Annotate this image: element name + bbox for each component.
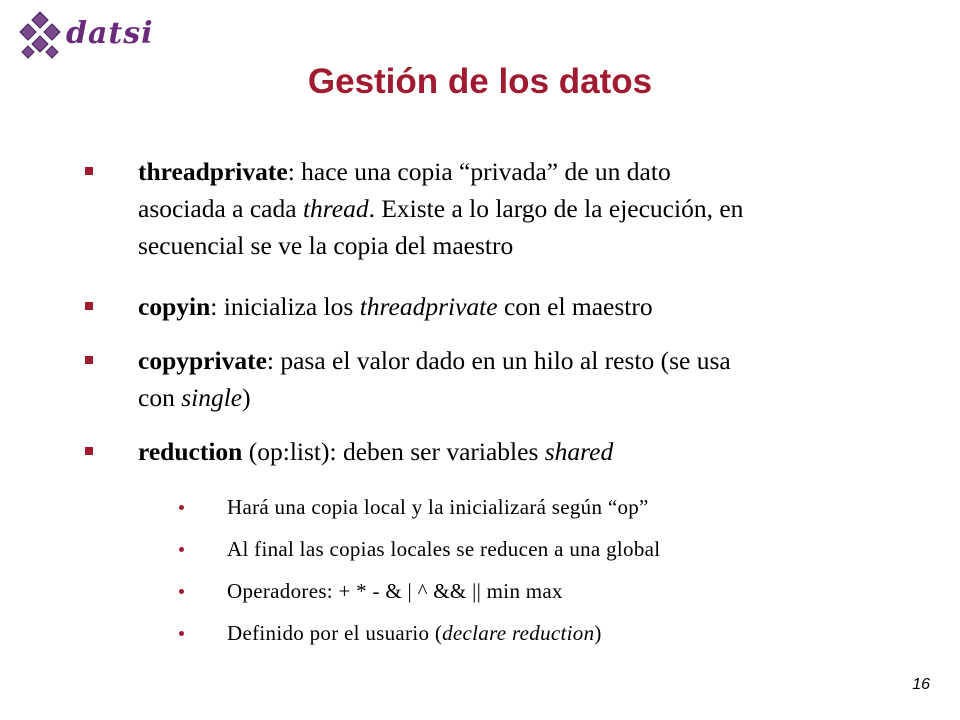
square-bullet-icon [85, 356, 93, 364]
bullet-term: copyprivate [138, 346, 267, 375]
bullet-text: (op:list): deben ser variables [242, 437, 545, 466]
bullet-text: asociada a cada [138, 194, 303, 223]
datsi-logo [14, 10, 154, 62]
subbullet-text: Al final las copias locales se reducen a una global [227, 537, 661, 561]
subbullet-copy-local [227, 493, 907, 521]
bullet-text: . Existe a lo largo de la ejecución, en [368, 194, 744, 223]
subbullet-text: Definido por el usuario ( [227, 621, 443, 645]
subbullet-text: Operadores: + * - & | ^ && || min max [227, 579, 563, 603]
bullet-term: reduction [138, 437, 243, 466]
square-bullet-icon [85, 302, 93, 310]
bullet-copyin [138, 288, 898, 325]
bullet-text: con el maestro [497, 292, 653, 321]
bullet-term: copyin [138, 292, 211, 321]
diamond-logo-icon [14, 10, 66, 62]
subbullet-user-defined [227, 619, 907, 647]
bullet-term: threadprivate [138, 157, 288, 186]
bullet-copyprivate [138, 342, 898, 416]
round-bullet-icon [179, 589, 184, 594]
bullet-text: : inicializa los [210, 292, 360, 321]
square-bullet-icon [85, 447, 93, 455]
bullet-text: ) [242, 383, 251, 412]
page-number: 16 [912, 676, 930, 693]
bullet-text: : hace una copia “privada” de un dato [287, 157, 671, 186]
bullet-italic: single [181, 383, 243, 412]
subbullet-operators [227, 577, 907, 605]
round-bullet-icon [179, 547, 184, 552]
bullet-text: : pasa el valor dado en un hilo al resto (se usa [266, 346, 731, 375]
logo-text: datsi [66, 16, 154, 51]
bullet-italic: shared [544, 437, 614, 466]
subbullet-italic: declare reduction [442, 621, 595, 645]
round-bullet-icon [179, 505, 184, 510]
bullet-text: con [138, 383, 182, 412]
bullet-italic: thread [302, 194, 369, 223]
bullet-reduction [138, 433, 898, 470]
bullet-text: secuencial se ve la copia del maestro [138, 231, 514, 260]
slide-title: Gestión de los datos [307, 62, 653, 101]
bullet-italic: threadprivate [359, 292, 498, 321]
subbullet-text: ) [594, 621, 602, 645]
bullet-threadprivate [138, 153, 898, 264]
subbullet-final-reduce [227, 535, 907, 563]
square-bullet-icon [85, 167, 93, 175]
subbullet-text: Hará una copia local y la inicializará según “op” [227, 495, 649, 519]
round-bullet-icon [179, 631, 184, 636]
